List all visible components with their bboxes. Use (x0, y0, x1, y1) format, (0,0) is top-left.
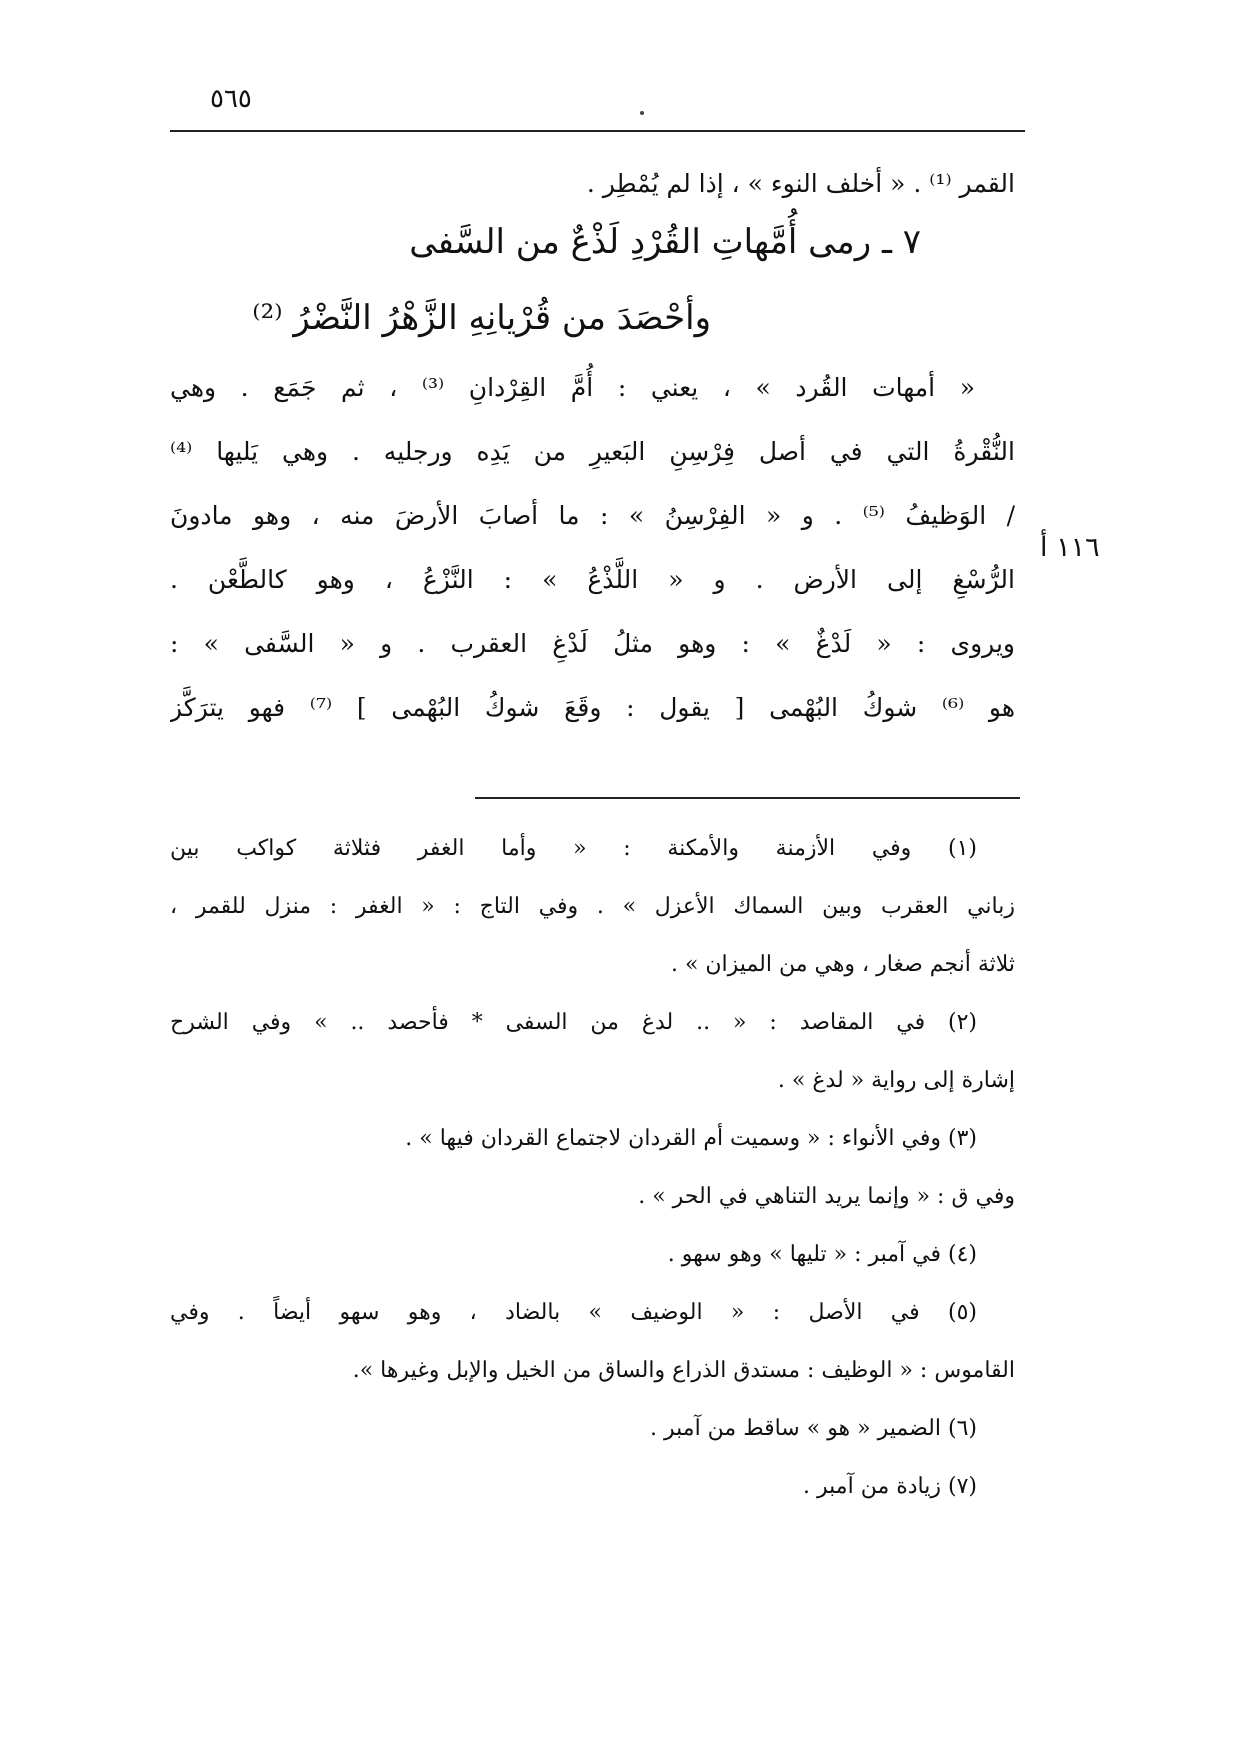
verse-second-hemistich (252, 288, 711, 348)
footnote-6 (170, 1400, 1015, 1458)
footnote-line: (٥) في الأصل : « الوضيف » بالضاد ، وهو سهو أيضاً . وفي (170, 1300, 977, 1325)
footnote-line: إشارة إلى رواية « لدغ » . (777, 1068, 1015, 1093)
footnote-line: (٤) في آمبر : « تليها » وهو سهو . (667, 1242, 977, 1267)
footnote-line: وفي ق : « وإنما يريد التناهي في الحر » . (638, 1184, 1015, 1209)
body-line: الرُّسْغِ إلى الأرض . و « اللَّذْعُ » : النَّزْعُ ، وهو كالطَّعْن . (170, 565, 1015, 594)
footnotes-section (170, 820, 1015, 1516)
footnote-line: القاموس : « الوظيف : مستدق الذراع والساق من الخيل والإبل وغيرها ». (352, 1358, 1015, 1383)
body-line: النُّقْرةُ التي في أصل فِرْسِنِ البَعيرِ من يَدِه ورجليه . وهي يَليها ⁽⁴⁾ (170, 437, 1015, 466)
body-line: القمر ⁽¹⁾ . « أخلف النوء » ، إذا لم يُمْطِر . (586, 169, 1015, 198)
footnote-line: ثلاثة أنجم صغار ، وهي من الميزان » . (670, 952, 1015, 977)
page-number: ٥٦٥ (210, 84, 252, 114)
footnote-line: (٦) الضمير « هو » ساقط من آمبر . (650, 1416, 977, 1441)
footnote-4 (170, 1226, 1015, 1284)
body-line: هو ⁽⁶⁾ شوكُ البُهْمى [ يقول : وقَعَ شوكُ البُهْمى ] ⁽⁷⁾ فهو يترَكَّز (170, 693, 1015, 722)
header-mark (640, 111, 644, 115)
footnote-rule (475, 797, 1020, 799)
footnote-line: (١) وفي الأزمنة والأمكنة : « وأما الغفر فثلاثة كواكب بين (170, 836, 977, 861)
footnote-line: زباني العقرب وبين السماك الأعزل » . وفي التاج : « الغفر : منزل للقمر ، (170, 894, 1015, 919)
footnote-line: (٧) زيادة من آمبر . (803, 1474, 977, 1499)
footnote-7 (170, 1458, 1015, 1516)
footnote-line: (٢) في المقاصد : « .. لدغ من السفى * فأحصد .. » وفي الشرح (170, 1010, 977, 1035)
body-line: « أمهات القُرد » ، يعني : أُمَّ القِرْدانِ ⁽³⁾ ، ثم جَمَع . وهي (170, 373, 975, 402)
commentary-block (170, 356, 1015, 740)
verse-number: ٧ (902, 222, 921, 262)
footnote-line: (٣) وفي الأنواء : « وسميت أم القردان لاجتماع القردان فيها » . (405, 1126, 977, 1151)
verse-hemistich-2: وأحْصَدَ من قُرْيانِهِ الزَّهْرُ النَّضْرُ ⁽²⁾ (252, 298, 711, 338)
body-text-top (170, 152, 1015, 216)
header-rule (170, 130, 1025, 132)
footnote-5 (170, 1284, 1015, 1400)
footnote-1 (170, 820, 1015, 994)
body-line: / الوَظيفُ ⁽⁵⁾ . و « الفِرْسِنُ » : ما أصابَ الأرضَ منه ، وهو مادونَ (170, 501, 1015, 530)
verse-hemistich-1: رمى أُمَّهاتِ القُرْدِ لَذْعٌ من السَّفى (409, 222, 872, 262)
footnote-2 (170, 994, 1015, 1110)
footnote-3 (170, 1110, 1015, 1226)
margin-folio-note: ١١٦ أ (1040, 532, 1100, 563)
verse-first-hemistich: ٧ ـ رمى أُمَّهاتِ القُرْدِ لَذْعٌ من السَّفى (409, 222, 921, 262)
body-line: ويروى : « لَدْغٌ » : وهو مثلُ لَدْغِ العقرب . و « السَّفى » : (170, 629, 1015, 658)
